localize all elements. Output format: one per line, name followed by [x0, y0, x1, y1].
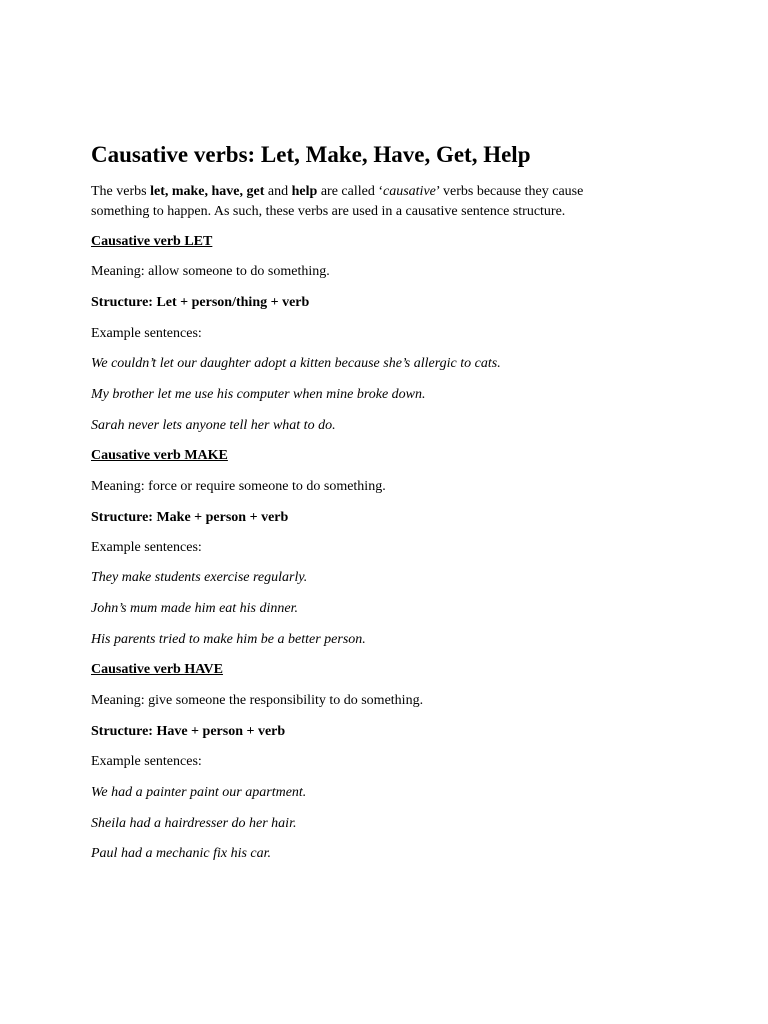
intro-paragraph: [91, 182, 671, 222]
structure-make: Structure: Make + person + verb: [91, 510, 289, 525]
example-sentence: John’s mum made him eat his dinner.: [91, 601, 299, 616]
intro-text: ’ verbs because they cause: [435, 184, 584, 199]
examples-label-make: Example sentences:: [91, 540, 202, 555]
intro-text: are called ‘: [317, 184, 383, 199]
meaning-let: Meaning: allow someone to do something.: [91, 264, 330, 279]
examples-label-have: Example sentences:: [91, 754, 202, 769]
section-heading-make: Causative verb MAKE: [91, 448, 228, 463]
intro-verbs-bold: let, make, have, get: [150, 184, 265, 199]
intro-line-1: [91, 182, 671, 202]
meaning-make: Meaning: force or require someone to do something.: [91, 479, 386, 494]
example-sentence: My brother let me use his computer when mine broke down.: [91, 387, 426, 402]
example-sentence: We had a painter paint our apartment.: [91, 785, 307, 800]
example-sentence: They make students exercise regularly.: [91, 570, 308, 585]
intro-causative-italic: causative: [383, 184, 436, 199]
example-sentence: Paul had a mechanic fix his car.: [91, 846, 272, 861]
intro-text: The verbs: [91, 184, 151, 199]
section-heading-let: Causative verb LET: [91, 234, 213, 249]
example-sentence: His parents tried to make him be a better person.: [91, 632, 366, 647]
structure-have: Structure: Have + person + verb: [91, 724, 286, 739]
example-sentence: Sarah never lets anyone tell her what to do.: [91, 418, 336, 433]
example-sentence: We couldn’t let our daughter adopt a kitten because she’s allergic to cats.: [91, 356, 501, 371]
meaning-have: Meaning: give someone the responsibility to do something.: [91, 693, 424, 708]
intro-help-bold: help: [291, 184, 318, 199]
example-sentence: Sheila had a hairdresser do her hair.: [91, 816, 297, 831]
page-title: Causative verbs: Let, Make, Have, Get, Help: [91, 142, 531, 167]
intro-line-2: something to happen. As such, these verbs are used in a causative sentence structure.: [91, 204, 566, 219]
intro-text: and: [264, 184, 292, 199]
examples-label-let: Example sentences:: [91, 326, 202, 341]
structure-let: Structure: Let + person/thing + verb: [91, 295, 310, 310]
section-heading-have: Causative verb HAVE: [91, 662, 223, 677]
